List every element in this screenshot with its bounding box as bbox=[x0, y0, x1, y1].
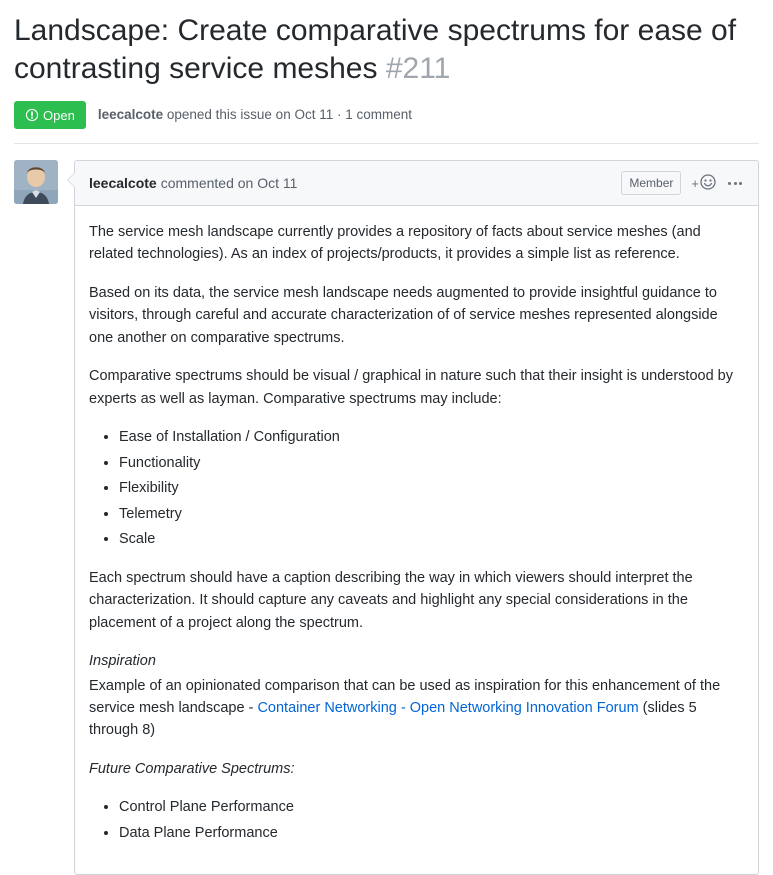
inspiration-link[interactable]: Container Networking - Open Networking Innovation Forum bbox=[257, 699, 639, 716]
issue-meta-row bbox=[14, 101, 759, 144]
author-role-badge: Member bbox=[621, 171, 681, 195]
issue-title-text: Landscape: Create comparative spectrums for ease of contrasting service meshes bbox=[14, 14, 737, 85]
list-item: • Flexibility bbox=[119, 477, 744, 499]
avatar[interactable] bbox=[14, 160, 58, 204]
inspiration-post-text: (slides 5 through 8) bbox=[89, 699, 697, 739]
list-item: • Ease of Installation / Configuration bbox=[119, 426, 744, 448]
comment-paragraph-3: Comparative spectrums should be visual / graphical in nature such that their insight is understood by experts as well as layman. Comparative spectrums may include: bbox=[89, 368, 733, 407]
issue-meta-detail: opened this issue on Oct 11 · 1 comment bbox=[163, 106, 412, 122]
issue-meta-text bbox=[98, 106, 412, 125]
list-item: • Scale bbox=[119, 528, 744, 550]
inspiration-pre-text: Example of an opinionated comparison that can be used as inspiration for this enhancement of the service mesh landscape - bbox=[89, 677, 721, 716]
comment-timestamp[interactable]: commented on Oct 11 bbox=[160, 175, 298, 191]
comment-thread bbox=[14, 160, 759, 875]
status-badge[interactable] bbox=[14, 101, 86, 129]
list-item: • Control Plane Performance bbox=[119, 796, 744, 818]
comment-paragraph-4: Each spectrum should have a caption describing the way in which viewers should interpret the characterization. It should capture any caveats and highlight any special considerations in the placement of a project along the spectrum. bbox=[89, 569, 693, 631]
page-title bbox=[14, 12, 759, 87]
reaction-plus-label: + bbox=[691, 175, 699, 191]
inspiration-paragraph bbox=[89, 675, 744, 742]
comment-paragraph-2: Based on its data, the service mesh landscape needs augmented to provide insightful guidance to visitors, through careful and accurate characterization of of service meshes represented alongside one another on comparative spectrums. bbox=[89, 284, 718, 346]
issue-open-icon bbox=[25, 108, 39, 122]
future-spectrums-heading-text: Future Comparative Spectrums: bbox=[89, 760, 295, 777]
comment-box bbox=[74, 160, 759, 875]
comment-author-link[interactable]: leecalcote bbox=[89, 175, 157, 191]
list-item: • Functionality bbox=[119, 452, 744, 474]
issue-author-link[interactable]: leecalcote bbox=[97, 106, 164, 122]
kebab-dot bbox=[739, 182, 742, 185]
list-item: • Data Plane Performance bbox=[119, 822, 744, 844]
kebab-dot bbox=[734, 182, 737, 185]
inspiration-heading-text: Inspiration bbox=[89, 653, 156, 670]
issue-number: #211 bbox=[385, 51, 451, 85]
future-spectrums-heading bbox=[89, 758, 744, 780]
comment-header bbox=[75, 161, 758, 206]
comment-body bbox=[75, 206, 758, 874]
comment-menu-icon[interactable] bbox=[726, 179, 744, 188]
add-reaction-button[interactable] bbox=[691, 174, 716, 193]
spectrum-list bbox=[89, 426, 744, 550]
status-badge-label: Open bbox=[43, 107, 75, 123]
inspiration-heading bbox=[89, 650, 744, 672]
smiley-icon bbox=[700, 174, 716, 193]
comment-header-actions bbox=[621, 171, 744, 195]
kebab-dot bbox=[728, 182, 731, 185]
list-item: • Telemetry bbox=[119, 503, 744, 525]
comment-paragraph-1: The service mesh landscape currently provides a repository of facts about service meshes (and related technologies). As an index of projects/products, it provides a simple list as reference. bbox=[89, 224, 701, 263]
